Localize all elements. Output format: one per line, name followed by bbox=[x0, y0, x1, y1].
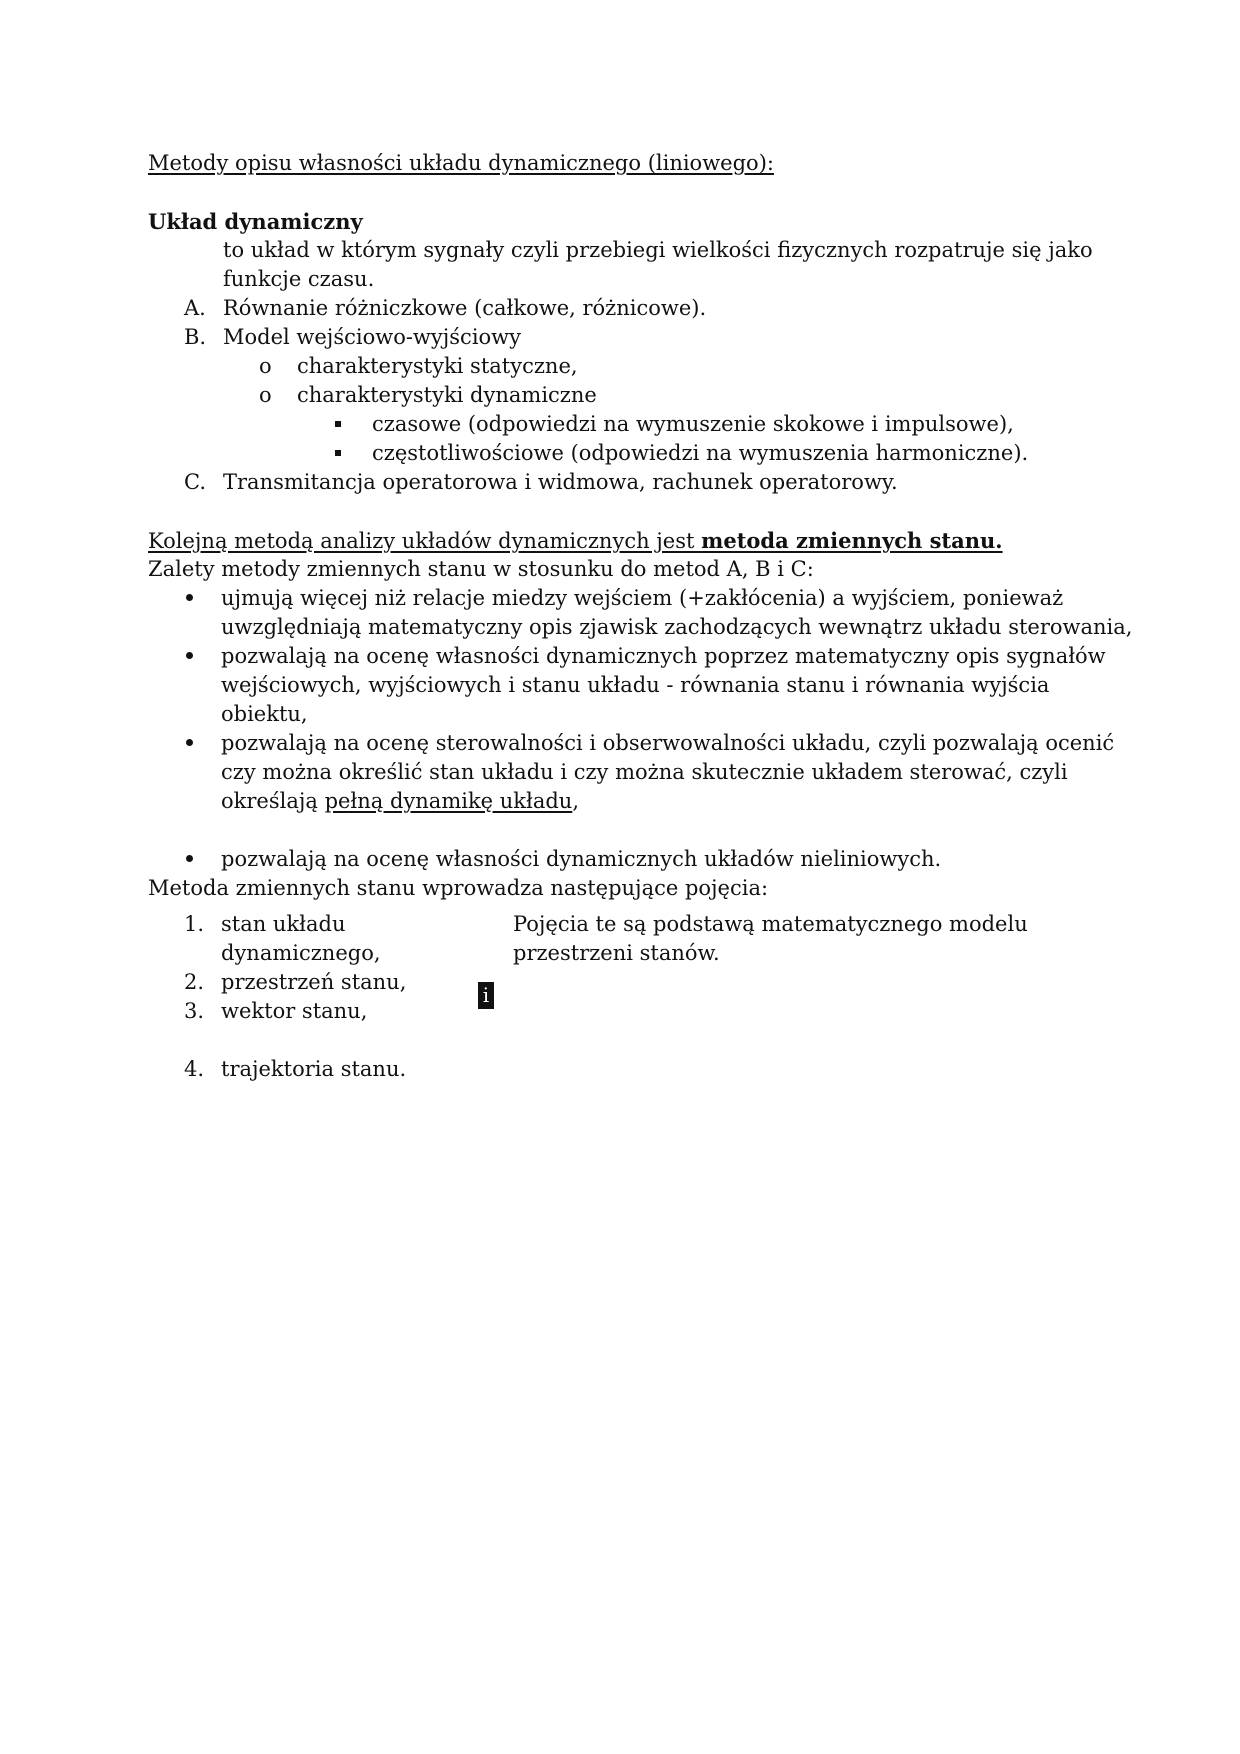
list-item-a: Równanie różniczkowe (całkowe, różnicowe). bbox=[223, 296, 707, 320]
full-dynamics-underlined: pełną dynamikę układu bbox=[324, 789, 573, 813]
concepts-note-line-2: przestrzeni stanów. bbox=[513, 941, 720, 965]
concept-marker-2: 2. bbox=[184, 970, 205, 994]
list-item-b: Model wejściowo-wyjściowy bbox=[223, 325, 522, 349]
definition-line-2: funkcje czasu. bbox=[223, 267, 375, 291]
square-bullet-2 bbox=[335, 450, 341, 456]
concept-4: trajektoria stanu. bbox=[221, 1057, 407, 1081]
list-marker-c: C. bbox=[184, 470, 206, 494]
section-title-uklad-dynamiczny: Układ dynamiczny bbox=[148, 209, 363, 234]
list-marker-b: B. bbox=[184, 325, 207, 349]
concept-1-line-2: dynamicznego, bbox=[221, 941, 381, 965]
bullet-dot-2 bbox=[186, 652, 193, 659]
concept-2: przestrzeń stanu, bbox=[221, 970, 407, 994]
advantage-3-line-1: pozwalają na ocenę sterowalności i obserwowalności układu, czyli pozwalają ocenić bbox=[221, 731, 1115, 755]
sub-sub-item-frequency: częstotliwościowe (odpowiedzi na wymuszenia harmoniczne). bbox=[372, 441, 1029, 465]
definition-line-1: to układ w którym sygnały czyli przebiegi wielkości fizycznych rozpatruje się jako bbox=[223, 238, 1093, 262]
advantage-2-line-3: obiektu, bbox=[221, 702, 308, 726]
bullet-dot-1 bbox=[186, 594, 193, 601]
concept-marker-4: 4. bbox=[184, 1057, 205, 1081]
concept-3: wektor stanu, bbox=[221, 999, 368, 1023]
sub-item-dynamic: charakterystyki dynamiczne bbox=[297, 383, 597, 407]
advantage-1-line-2: uwzględniają matematyczny opis zjawisk zachodzących wewnątrz układu sterowania, bbox=[221, 615, 1133, 639]
state-method-intro bbox=[148, 526, 1003, 556]
concept-marker-3: 3. bbox=[184, 999, 205, 1023]
advantage-1-line-1: ujmują więcej niż relacje miedzy wejściem (+zakłócenia) a wyjściem, ponieważ bbox=[221, 586, 1064, 610]
advantage-4-line-1: pozwalają na ocenę własności dynamicznych układów nieliniowych. bbox=[221, 847, 942, 871]
concepts-note-line-1: Pojęcia te są podstawą matematycznego modelu bbox=[513, 912, 1028, 936]
concept-1-line-1: stan układu bbox=[221, 912, 346, 936]
advantage-3-line-2: czy można określić stan układu i czy można skutecznie układem sterować, czyli bbox=[221, 760, 1068, 784]
advantage-3-line-3-text: określają bbox=[221, 789, 325, 813]
sub-marker-1: o bbox=[259, 354, 272, 378]
advantage-2-line-1: pozwalają na ocenę własności dynamicznych poprzez matematyczny opis sygnałów bbox=[221, 644, 1106, 668]
list-item-c: Transmitancja operatorowa i widmowa, rachunek operatorowy. bbox=[223, 470, 898, 494]
list-marker-a: A. bbox=[184, 296, 206, 320]
sub-marker-2: o bbox=[259, 383, 272, 407]
square-bullet-1 bbox=[335, 421, 341, 427]
concept-marker-1: 1. bbox=[184, 912, 205, 936]
advantage-3-line-3-tail: , bbox=[572, 789, 580, 813]
bullet-dot-3 bbox=[186, 739, 193, 746]
sub-sub-item-time: czasowe (odpowiedzi na wymuszenie skokowe i impulsowe), bbox=[372, 412, 1014, 436]
concepts-intro: Metoda zmiennych stanu wprowadza następujące pojęcia: bbox=[148, 876, 769, 900]
advantage-3-line-3 bbox=[221, 787, 579, 816]
state-method-name: metoda zmiennych stanu. bbox=[701, 528, 1003, 553]
text-cursor-highlight[interactable]: i bbox=[478, 982, 494, 1009]
advantages-title: Zalety metody zmiennych stanu w stosunku do metod A, B i C: bbox=[148, 557, 814, 581]
state-method-intro-text: Kolejną metodą analizy układów dynamicznych jest bbox=[148, 529, 702, 553]
document-heading: Metody opisu własności układu dynamicznego (liniowego): bbox=[148, 151, 774, 175]
advantage-2-line-2: wejściowych, wyjściowych i stanu układu - równania stanu i równania wyjścia bbox=[221, 673, 1050, 697]
bullet-dot-4 bbox=[186, 855, 193, 862]
sub-item-static: charakterystyki statyczne, bbox=[297, 354, 578, 378]
